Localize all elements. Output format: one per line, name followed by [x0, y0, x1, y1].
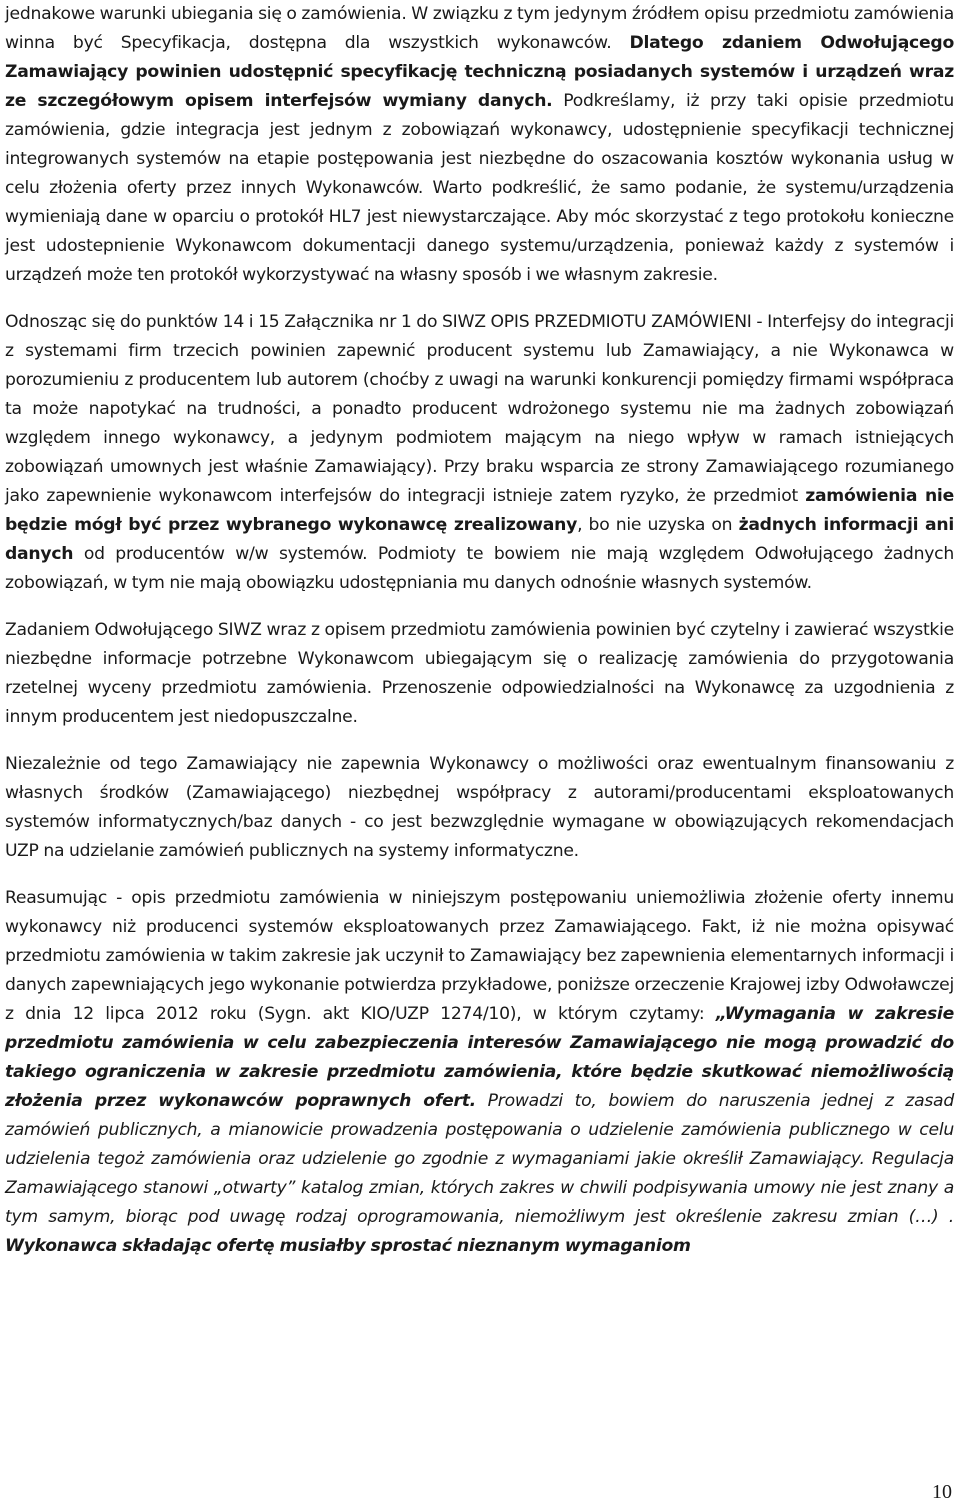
text-segment: zamówienia nie będzie mógł być przez wybranego wykonawcę zrealizowany [5, 486, 954, 535]
paragraph-3 [5, 616, 954, 732]
text-segment: „Wymagania w zakresie przedmiotu zamówienia w celu zabezpieczenia interesów Zamawiającego nie mogą prowadzić do takiego ograniczenia w zakresie przedmiotu zamówienia, które będzie skutkować niemożliwością złożenia przez wykonawców poprawnych ofert. [5, 1004, 954, 1111]
text-segment: Dlatego zdaniem Odwołującego Zamawiający powinien udostępnić specyfikację techniczną posiadanych systemów i urządzeń wraz ze szczegółowym opisem interfejsów wymiany danych. [5, 33, 954, 111]
text-segment: Reasumując - opis przedmiotu zamówienia w niniejszym postępowaniu uniemożliwia złożenie oferty innemu wykonawcy niż producenci systemów eksploatowanych przez Zamawiającego. Fakt, iż nie można opisywać przedmiotu zamówienia w takim zakresie jak uczynił to Zamawiający bez zapewnienia elementarnych informacji i danych zapewniających jego wykonanie potwierdza przykładowe, poniższe orzeczenie Krajowej izby Odwoławczej z dnia 12 lipca 2012 roku (Sygn. akt KIO/UZP 1274/10), w którym czytamy: [5, 888, 954, 1024]
paragraph-4 [5, 750, 954, 866]
text-segment: Podkreślamy, iż przy taki opisie przedmiotu zamówienia, gdzie integracja jest jednym z zobowiązań wykonawcy, udostępnienie specyfikacji technicznej integrowanych systemów na etapie postępowania jest niezbędne do oszacowania kosztów wykonania usług w celu złożenia oferty przez innych Wykonawców. Warto podkreślić, że samo podanie, że systemu/urządzenia wymieniają dane w oparciu o protokół HL7 jest niewystarczające. Aby móc skorzystać z tego protokołu konieczne jest udostepnienie Wykonawcom dokumentacji danego systemu/urządzenia, ponieważ każdy z systemów i urządzeń może ten protokół wykorzystywać na własny sposób i we własnym zakresie. [5, 91, 954, 285]
text-segment: Niezależnie od tego Zamawiający nie zapewnia Wykonawcy o możliwości oraz ewentualnym finansowaniu z własnych środków (Zamawiającego) niezbędnej współpracy z autorami/producentami eksploatowanych systemów informatycznych/baz danych - co jest bezwzględnie wymagane w obowiązujących rekomendacjach UZP na udzielanie zamówień publicznych na systemy informatyczne. [5, 754, 954, 861]
text-segment: Wykonawca składając ofertę musiałby sprostać nieznanym wymaganiom [5, 1236, 691, 1256]
paragraph-1 [5, 0, 954, 290]
text-segment: Zadaniem Odwołującego SIWZ wraz z opisem przedmiotu zamówienia powinien być czytelny i zawierać wszystkie niezbędne informacje potrzebne Wykonawcom ubiegającym się o realizację zamówienia do przygotowania rzetelnej wyceny przedmiotu zamówienia. Przenoszenie odpowiedzialności na Wykonawcę za uzgodnienia z innym producentem jest niedopuszczalne. [5, 620, 954, 727]
text-segment: jednakowe warunki ubiegania się o zamówienia. W związku z tym jedynym źródłem opisu przedmiotu zamówienia winna być Specyfikacja, dostępna dla wszystkich wykonawców. [5, 4, 954, 53]
text-segment: od producentów w/w systemów. Podmioty te bowiem nie mają względem Odwołującego żadnych zobowiązań, w tym nie mają obowiązku udostępniania mu danych odnośnie własnych systemów. [5, 544, 954, 593]
text-segment: żadnych informacji ani danych [5, 515, 954, 564]
paragraph-5 [5, 884, 954, 1261]
document-page [5, 0, 954, 1261]
page-number: 10 [932, 1481, 952, 1503]
text-segment: , bo nie uzyska on [577, 515, 739, 535]
paragraph-2 [5, 308, 954, 598]
text-segment: Odnosząc się do punktów 14 i 15 Załącznika nr 1 do SIWZ OPIS PRZEDMIOTU ZAMÓWIENI - Interfejsy do integracji z systemami firm trzecich powinien zapewnić producent systemu lub Zamawiający, a nie Wykonawca w porozumieniu z producentem lub autorem (choćby z uwagi na warunki konkurencji pomiędzy firmami współpraca ta może napotykać na trudności, a ponadto producent wdrożonego systemu nie ma żadnych zobowiązań względem innego wykonawcy, a jedynym podmiotem mającym na niego wpływ w ramach istniejących zobowiązań umownych jest właśnie Zamawiający). Przy braku wsparcia ze strony Zamawiającego rozumianego jako zapewnienie wykonawcom interfejsów do integracji istnieje zatem ryzyko, że przedmiot [5, 312, 954, 506]
text-segment: Prowadzi to, bowiem do naruszenia jednej z zasad zamówień publicznych, a mianowicie prowadzenia postępowania o udzielenie zamówienia publicznego w celu udzielenia tegoż zamówienia oraz udzielenie go zgodnie z wymaganiami jakie określił Zamawiający. Regulacja Zamawiającego stanowi „otwarty” katalog zmian, których zakres w chwili podpisywania umowy nie jest znany a tym samym, biorąc pod uwagę rodzaj oprogramowania, niemożliwym jest określenie zakresu zmian (…) . [5, 1091, 954, 1227]
